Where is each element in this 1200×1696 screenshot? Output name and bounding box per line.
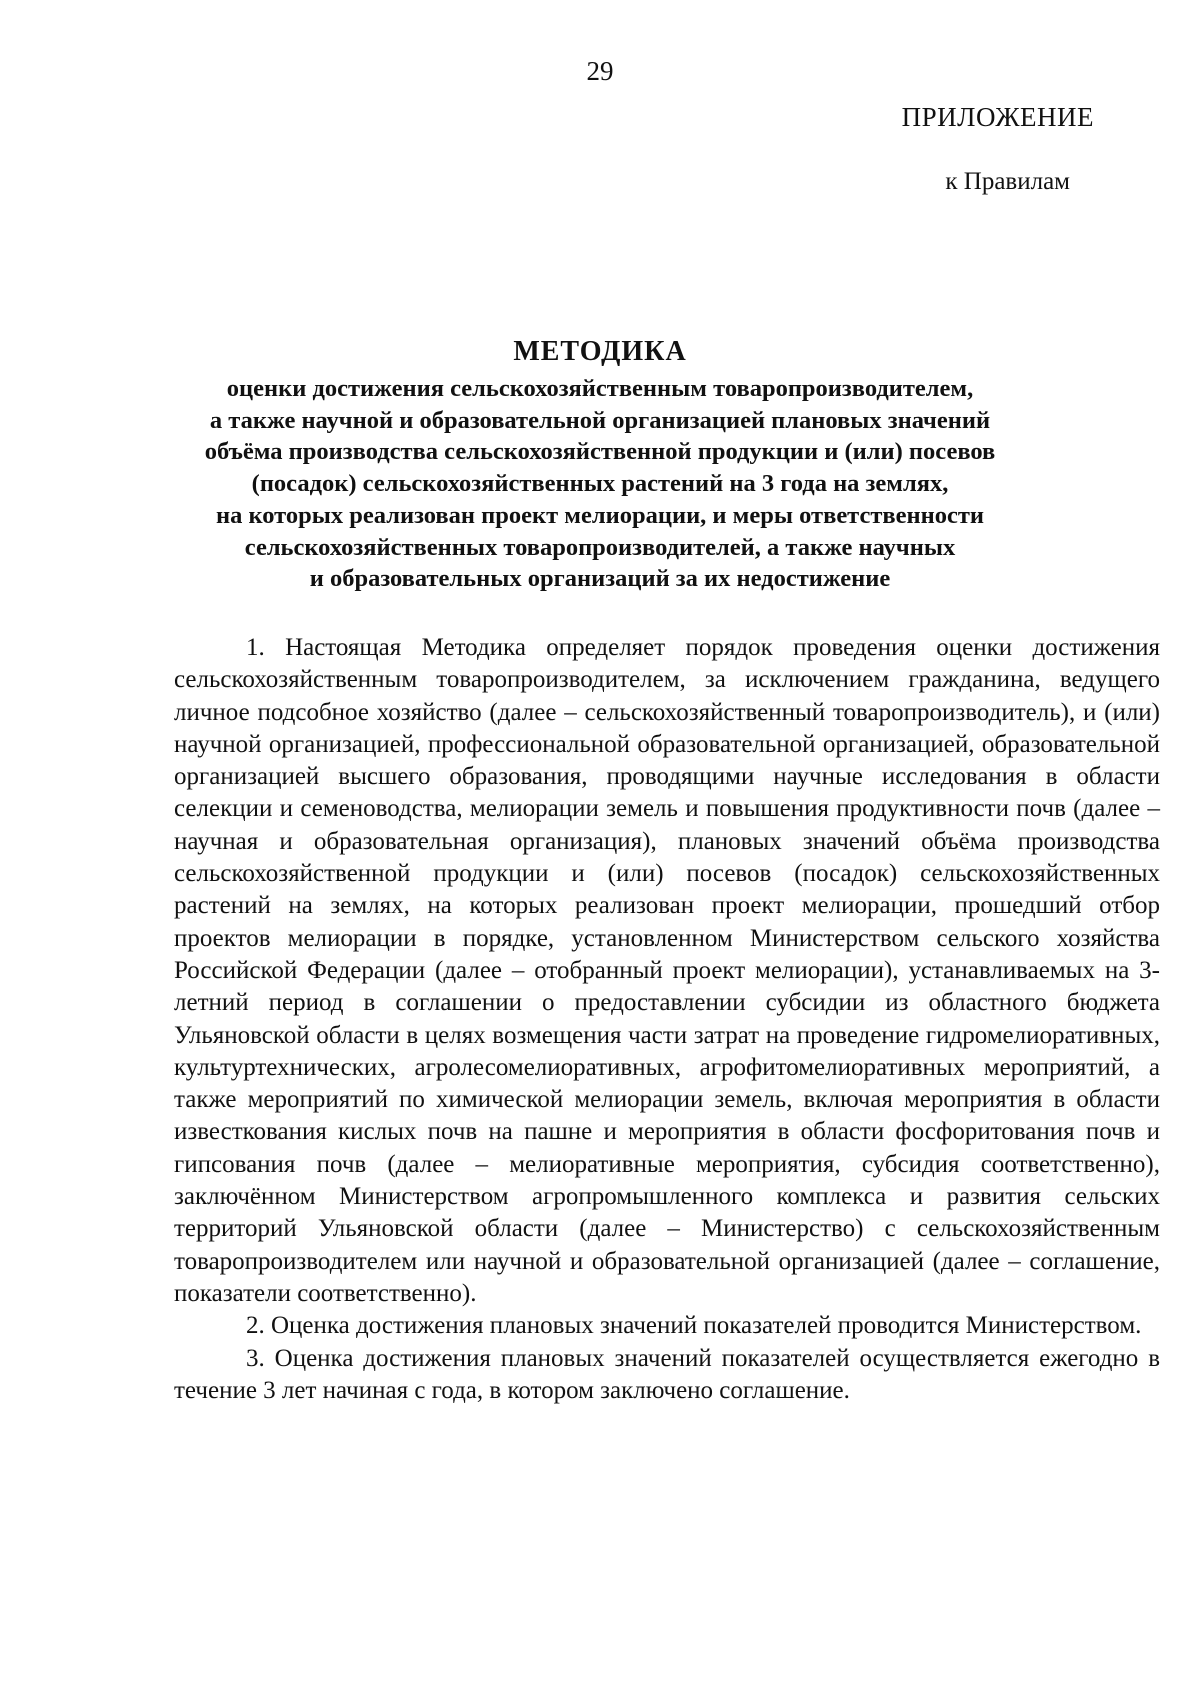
subtitle-line: (посадок) сельскохозяйственных растений на 3 года на землях, <box>251 470 949 498</box>
subtitle-line: на которых реализован проект мелиорации, и меры ответственности <box>215 501 985 529</box>
appendix-label: ПРИЛОЖЕНИЕ <box>901 102 1094 132</box>
document-body <box>174 632 1160 1407</box>
paragraph-2: 2. Оценка достижения плановых значений показателей проводится Министерством. <box>246 1312 1142 1340</box>
page-number: 29 <box>586 56 614 86</box>
subtitle-line: оценки достижения сельскохозяйственным товаропроизводителем, <box>226 375 974 402</box>
appendix-reference: к Правилам <box>945 168 1070 195</box>
subtitle-line: а также научной и образовательной организацией плановых значений <box>209 406 991 434</box>
paragraph-1: 1. Настоящая Методика определяет порядок проведения оценки достижения сельскохозяйственным товаропроизводителем, за исключением гражданина, ведущего личное подсобное хозяйство (далее – сельскохозяйственный товаропроизводитель), и (или) научной организацией, профессиональной образовательной организацией, образовательной организацией высшего образования, проводящими научные исследования в области селекции и семеноводства, мелиорации земель и повышения продуктивности почв (далее – научная и образовательная организация), плановых значений объёма производства сельскохозяйственной продукции и (или) посевов (посадок) сельскохозяйственных растений на землях, на которых реализован проект мелиорации, прошедший отбор проектов мелиорации в порядке, установленном Министерством сельского хозяйства Российской Федерации (далее – отобранный проект мелиорации), устанавливаемых на 3-летний период в соглашении о предоставлении субсидии из областного бюджета Ульяновской области в целях возмещения части затрат на проведение гидромелиоративных, культуртехнических, агролесомелиоративных, агрофитомелиоративных мероприятий, а также мероприятий по химической мелиорации земель, включая мероприятия в области известкования кислых почв на пашне и мероприятия в области фосфоритования почв и гипсования почв (далее – мелиоративные мероприятия, субсидия соответственно), заключённом Министерством агропромышленного комплекса и развития сельских территорий Ульяновской области (далее – Министерство) с сельскохозяйственным товаропроизводителем или научной и образовательной организацией (далее – соглашение, показатели соответственно). <box>174 634 1160 1307</box>
subtitle-line: и образовательных организаций за их недостижение <box>309 565 891 593</box>
paragraph-3: 3. Оценка достижения плановых значений показателей осуществляется ежегодно в течение 3 лет начиная с года, в котором заключено соглашение. <box>174 1344 1160 1404</box>
document-subtitle <box>180 373 1020 595</box>
subtitle-line: сельскохозяйственных товаропроизводителей, а также научных <box>244 533 956 561</box>
subtitle-line: объёма производства сельскохозяйственной продукции и (или) посевов <box>204 438 996 466</box>
document-title: МЕТОДИКА <box>513 336 687 367</box>
